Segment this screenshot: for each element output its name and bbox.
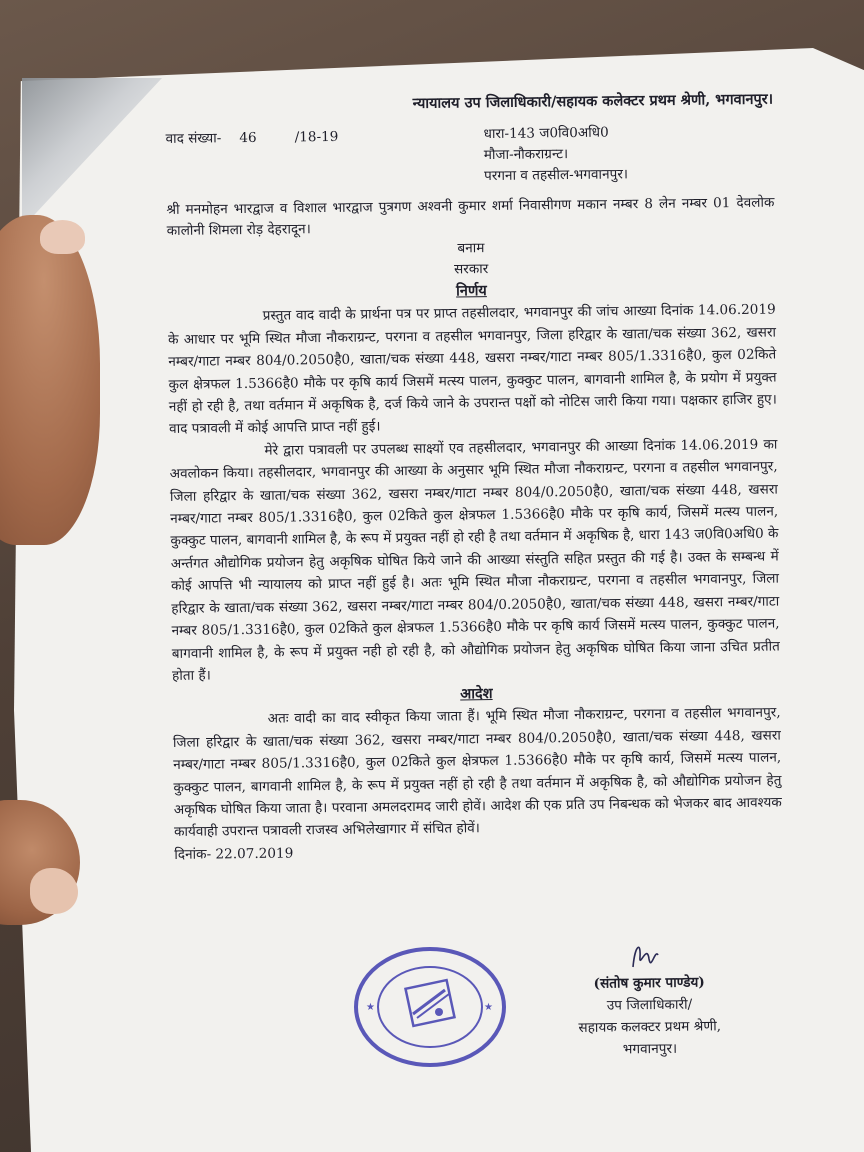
seal-emblem-icon: [406, 980, 455, 1026]
signatory-place: भगवानपुर।: [622, 1040, 678, 1058]
judgment-para-1: प्रस्तुत वाद वादी के प्रार्थना पत्र पर प्राप्त तहसीलदार, भगवानपुर की जांच आख्या दिनांक 14.06.2019 के आधार पर भूमि स्थित मौजा नौकराग्रन्ट, परगना व तहसील भगवानपुर, जिला हरिद्वार के खाता/चक संख्या 362, खसरा नम्बर/गाटा नम्बर 804/0.2050है0, खाता/चक संख्या 448, खसरा नम्बर/गाटा नम्बर 805/1.3316है0, कुल 02किते कुल क्षेत्रफल 1.5366है0 मौके पर कृषि कार्य जिसमें मत्स्य पालन, कुक्कुट पालन, बागवानी शामिल है, के प्रयोग में प्रयुक्त नहीं हो रही है, तथा वर्तमान में अकृषिक है, दर्ज किये जाने के उपरान्त पक्षों को नोटिस जारी किया गया। पक्षकार हाजिर हुए। वाद पत्रावली में कोई आपत्ति प्राप्त नहीं हुई।: [167, 301, 777, 438]
order-date: दिनांक- 22.07.2019: [174, 845, 294, 863]
case-number: 46: [239, 130, 257, 147]
case-tehsil: परगना व तहसील-भगवानपुर।: [483, 166, 629, 185]
case-village: मौजा-नौकराग्रन्ट।: [483, 146, 569, 164]
judgment-para-2: मेरे द्वारा पत्रावली पर उपलब्ध साक्ष्यों एव तहसीलदार, भगवानपुर की आख्या दिनांक 14.06.2019 का अवलोकन किया। तहसीलदार, भगवानपुर की आख्या के अनुसार भूमि स्थित मौजा नौकराग्रन्ट, परगना व तहसील भगवानपुर, जिला हरिद्वार के खाता/चक संख्या 362, खसरा नम्बर/गाटा नम्बर 804/0.2050है0, खाता/चक संख्या 448, खसरा नम्बर/गाटा नम्बर 805/1.3316है0, कुल 02किते कुल क्षेत्रफल 1.5366है0 मौके पर कृषि कार्य, जिसमें मत्स्य पालन, कुक्कुट पालन, बागवानी शामिल है, के रूप में प्रयुक्त नहीं हो रही है तथा वर्तमान में अकृषिक है, धारा 143 ज0वि0अधि0 के अर्न्तगत औद्योगिक प्रयोजन हेतु अकृषिक घोषित किये जाने की आख्या संस्तुति सहित प्रस्तुत की गई है। उक्त के सम्बन्ध में कोई आपत्ति भी न्यायालय को प्राप्त नहीं हुई है। अतः भूमि स्थित मौजा नौकराग्रन्ट, परगना व तहसील भगवानपुर, जिला हरिद्वार के खाता/चक संख्या 362, खसरा नम्बर/गाटा नम्बर 804/0.2050है0, खाता/चक संख्या 448, खसरा नम्बर/गाटा नम्बर 805/1.3316है0, कुल 02किते कुल क्षेत्रफल 1.5366है0 मौके पर कृषि कार्य जिसमें मत्स्य पालन, कुक्कुट पालन, बागवानी शामिल है, के रूप में प्रयुक्त नही हो रही है, को औद्योगिक प्रयोजन हेतु अकृषिक घोषित किया जाना उचित प्रतीत होता हैं।: [169, 436, 780, 684]
svg-text:★: ★: [484, 1002, 493, 1013]
case-number-line: [165, 126, 338, 151]
respondent: सरकार: [453, 261, 489, 278]
case-meta: [165, 121, 774, 194]
case-year: /18-19: [294, 129, 339, 146]
case-section: धारा-143 ज0वि0अधि0: [483, 124, 609, 143]
signatory-name: (संतोष कुमार पाण्डेय): [593, 974, 705, 992]
thumb-nail-top: [40, 220, 85, 254]
signatory-designation-1: उप जिलाधिकारी/: [606, 996, 693, 1014]
signatory-designation-2: सहायक कलक्टर प्रथम श्रेणी,: [578, 1018, 722, 1037]
case-location: [483, 123, 628, 188]
svg-text:★: ★: [366, 1002, 375, 1013]
petitioner: श्री मनमोहन भारद्वाज व विशाल भारद्वाज पुत्रगण अश्वनी कुमार शर्मा निवासीगण मकान नम्बर 8 लेन नम्बर 01 देवलोक कालोनी शिमला रोड़ देहरादून।: [166, 194, 775, 240]
case-label: वाद संख्या-: [165, 130, 222, 148]
signature-scribble: [625, 935, 665, 975]
signature-block: [578, 971, 722, 1061]
order-para: अतः वादी का वाद स्वीकृत किया जाता हैं। भूमि स्थित मौजा नौकराग्रन्ट, परगना व तहसील भगवानपुर, जिला हरिद्वार के खाता/चक संख्या 362, खसरा नम्बर/गाटा नम्बर 804/0.2050है0, खाता/चक संख्या 448, खसरा नम्बर/गाटा नम्बर 805/1.3316है0, कुल 02किते कुल क्षेत्रफल 1.5366है0 मौके पर कृषि कार्य, जिसमें मत्स्य पालन, कुक्कुट पालन, बागवानी शामिल है, के रूप में प्रयुक्त नहीं हो रही है तथा वर्तमान में अकृषिक है, को औद्योगिक प्रयोजन हेतु अकृषिक घोषित किया जाता है। परवाना अमलदरामद जारी होवें। आदेश की एक प्रति उप निबन्धक को भेजकर बाद आवश्यक कार्यवाही उपरान्त पत्रावली राजस्व अभिलेखागार में संचित होवें।: [172, 704, 782, 841]
court-title: न्यायालय उप जिलाधिकारी/सहायक कलेक्टर प्रथम श्रेणी, भगवानपुर।: [412, 90, 774, 112]
judgment-heading: निर्णय: [455, 282, 487, 300]
official-seal-stamp: [352, 944, 508, 1070]
versus: बनाम: [457, 240, 485, 257]
order-heading: आदेश: [460, 685, 493, 703]
thumb-nail-bottom: [30, 868, 78, 914]
document-body: [165, 85, 782, 1058]
